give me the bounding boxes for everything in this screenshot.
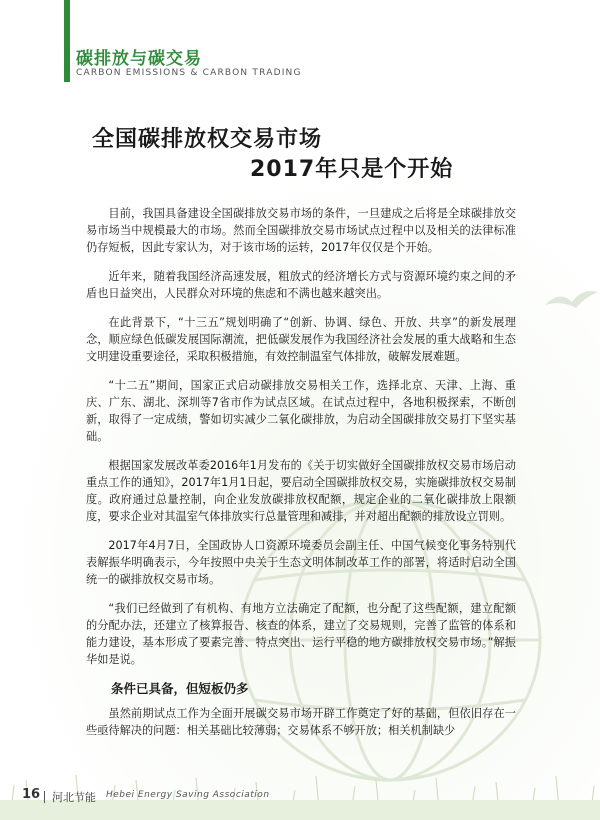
article-title-line2: 2017年只是个开始 [250,157,454,182]
page-number: 16 [22,787,41,802]
article-paragraph: 在此背景下，“十三五”规划明确了“创新、协调、绿色、开放、共享”的新发展理念，顺应绿色低碳发展国际潮流，把低碳发展作为我国经济社会发展的重大战略和生态文明建设重要途径，采取积极措施，有效控制温室气体排放，破解发展难题。 [86,316,516,363]
section-title: 碳排放与碳交易 [76,49,202,69]
article-title-line1: 全国碳排放权交易市场 [92,127,323,152]
article-subheading: 条件已具备，但短板仍多 [111,681,249,696]
article-paragraph: 近年来，随着我国经济高速发展，粗放式的经济增长方式与资源环境约束之间的矛盾也日益突出，人民群众对环境的焦虑和不满也越来越突出。 [86,270,516,300]
page-footer [0,784,600,808]
article-paragraph: 虽然前期试点工作为全面开展碳交易市场开辟工作奠定了好的基础，但依旧存在一些亟待解决的问题：相关基础比较薄弱；交易体系不够开放；相关机制缺少 [86,707,516,737]
section-accent-bar [64,0,70,82]
article-paragraph: “我们已经做到了有机构、有地方立法确定了配额，也分配了这些配额，建立配额的分配办法，还建立了核算报告、核查的体系，建立了交易规则，完善了监管的体系和能力建设，基本形成了要素完善、特点突出、运行平稳的地方碳排放权交易市场。”解振华如是说。 [86,602,516,666]
footer-divider [44,791,45,803]
article-body [86,205,516,739]
section-subtitle: CARBON EMISSIONS & CARBON TRADING [76,68,302,78]
magazine-name-cn: 河北节能 [52,791,96,804]
article-paragraph: “十二五”期间，国家正式启动碳排放交易相关工作，选择北京、天津、上海、重庆、广东、湖北、深圳等7省市作为试点区域。在试点过程中，各地积极探索，不断创新，取得了一定成绩，警如切实减少二氧化碳排放，为启动全国碳排放交易打下坚实基础。 [86,379,516,443]
bird-icon [540,280,600,320]
magazine-name-en: Hebei Energy Saving Association [106,790,270,800]
article-paragraph: 根据国家发展改革委2016年1月发布的《关于切实做好全国碳排放权交易市场启动重点工作的通知》，2017年1月1日起，要启动全国碳排放权交易，实施碳排放权交易制度。政府通过总量控制，向企业发放碳排放权配额，规定企业的二氧化碳排放上限额度，要求企业对其温室气体排放实行总量管理和减排，并对超出配额的排放设立罚则。 [86,459,516,523]
article-paragraph: 2017年4月7日，全国政协人口资源环境委员会副主任、中国气候变化事务特别代表解振华明确表示，今年按照中央关于生态文明体制改革工作的部署，将适时启动全国统一的碳排放权交易市场。 [86,539,516,586]
article-paragraph: 目前，我国具备建设全国碳排放交易市场的条件，一旦建成之后将是全球碳排放交易市场当中规模最大的市场。然而全国碳排放交易市场试点过程中以及相关的法律标准仍存短板，因此专家认为，对于该市场的运转，2017年仅仅是个开始。 [86,207,516,254]
